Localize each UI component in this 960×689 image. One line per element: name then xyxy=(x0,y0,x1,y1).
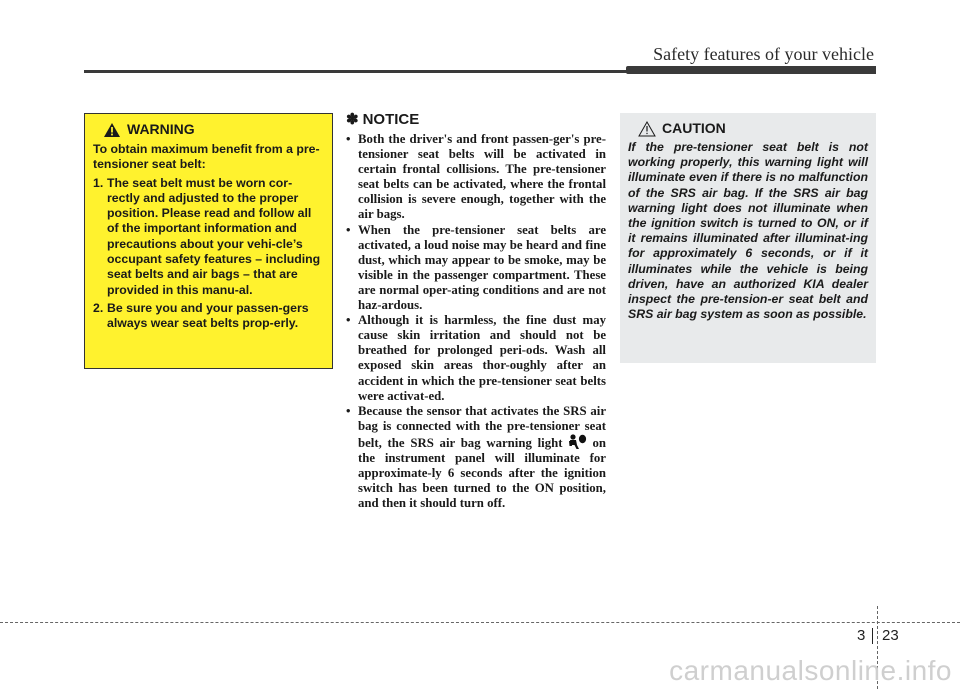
warning-item-text: The seat belt must be worn cor-rectly and adjusted to the proper position. Please read and follow all of the important information and precautions about your vehi-cle’s occupant safety features – including seat belts and air bags – that are provided in this manu-al. xyxy=(107,175,321,297)
notice-item-text: Both the driver's and front passen-ger's pre-tensioner seat belts will be activated in certain frontal collisions. The pre-tensioner seat belts can be activated, where the frontal collision is severe enough, together with the air bags. xyxy=(358,132,606,222)
warning-triangle-icon xyxy=(103,122,121,138)
notice-item-text-before: Because the sensor that activates the SRS air bag is connected with the pre-tensioner seat belt, the SRS air bag warning light xyxy=(358,403,606,450)
watermark: carmanualsonline.info xyxy=(669,655,952,686)
notice-item: • When the pre-tensioner seat belts are activated, a loud noise may be heard and fine dust, which may appear to be smoke, may be visible in the passenger compartment. These are normal oper-ating conditions and are not haz-ardous. xyxy=(346,222,606,313)
notice-item-text: When the pre-tensioner seat belts are activated, a loud noise may be heard and fine dust, which may appear to be smoke, may be visible in the passenger compartment. These are normal oper-ating conditions and are not haz-ardous. xyxy=(358,222,606,313)
header-rule-accent xyxy=(626,66,876,74)
warning-item xyxy=(93,176,324,298)
caution-title: CAUTION xyxy=(662,120,726,137)
chapter-number: 3 xyxy=(857,627,866,644)
section-title: Safety features of your vehicle xyxy=(653,44,874,64)
caution-triangle-icon xyxy=(638,121,656,137)
notice-section xyxy=(346,110,606,511)
warning-list xyxy=(93,176,324,332)
notice-list xyxy=(346,132,606,511)
warning-title: WARNING xyxy=(127,121,195,138)
warning-item-number: 1. xyxy=(93,175,104,190)
warning-item xyxy=(93,301,324,332)
notice-item: • Because the sensor that activates the SRS air bag is connected with the pre-tensioner seat belt, the SRS air bag warning light on the instrument panel will illuminate for approximate-ly 6 seconds after the ignition switch has been turned to the ON position, and then it should turn off. xyxy=(346,403,606,511)
warning-item-text: Be sure you and your passen-gers always wear seat belts prop-erly. xyxy=(107,300,309,331)
warning-box xyxy=(84,113,333,369)
warning-header xyxy=(103,122,324,138)
notice-title: NOTICE xyxy=(362,110,420,128)
airbag-warning-light-icon xyxy=(566,434,588,450)
caution-text: If the pre-tensioner seat belt is not working properly, this warning light will illuminate even if there is no malfunction of the SRS air bag. If the SRS air bag warning light does not illuminate when the ignition switch is turned to ON, or if it remains illuminated after illuminat-ing for approximately 6 seconds, or if it illuminates while the vehicle is being driven, have an authorized KIA dealer inspect the pre-tension-er seat belt and SRS air bag system as soon as possible. xyxy=(628,140,868,322)
notice-symbol: ✽ xyxy=(346,111,359,128)
caution-header xyxy=(638,121,868,137)
notice-item: • Although it is harmless, the fine dust may cause skin irritation and should not be breathed for prolonged peri-ods. Wash all exposed skin areas thor-oughly after an accident in which the pre-tensioner seat belts were activat-ed. xyxy=(346,313,606,403)
warning-intro: To obtain maximum benefit from a pre-tensioner seat belt: xyxy=(93,142,320,172)
warning-item-number: 2. xyxy=(93,300,104,315)
page-number: 23 xyxy=(882,627,899,644)
page-number-divider xyxy=(872,628,873,644)
notice-item-text-after: on the instrument panel will illuminate for approximate-ly 6 seconds after the ignition switch has been turned to the ON position, and then it should turn off. xyxy=(358,435,606,511)
caution-box xyxy=(620,113,876,363)
footer-rule xyxy=(0,622,960,623)
notice-item-text: Although it is harmless, the fine dust may cause skin irritation and should not be breathed for prolonged peri-ods. Wash all exposed skin areas thor-oughly after an accident in which the pre-tensioner seat belts were activat-ed. xyxy=(358,313,606,403)
notice-item: • Both the driver's and front passen-ger's pre-tensioner seat belts will be activated in certain frontal collisions. The pre-tensioner seat belts can be activated, where the frontal collision is severe enough, together with the air bags. xyxy=(346,132,606,222)
notice-header xyxy=(346,110,606,128)
notice-item-text xyxy=(358,404,606,512)
